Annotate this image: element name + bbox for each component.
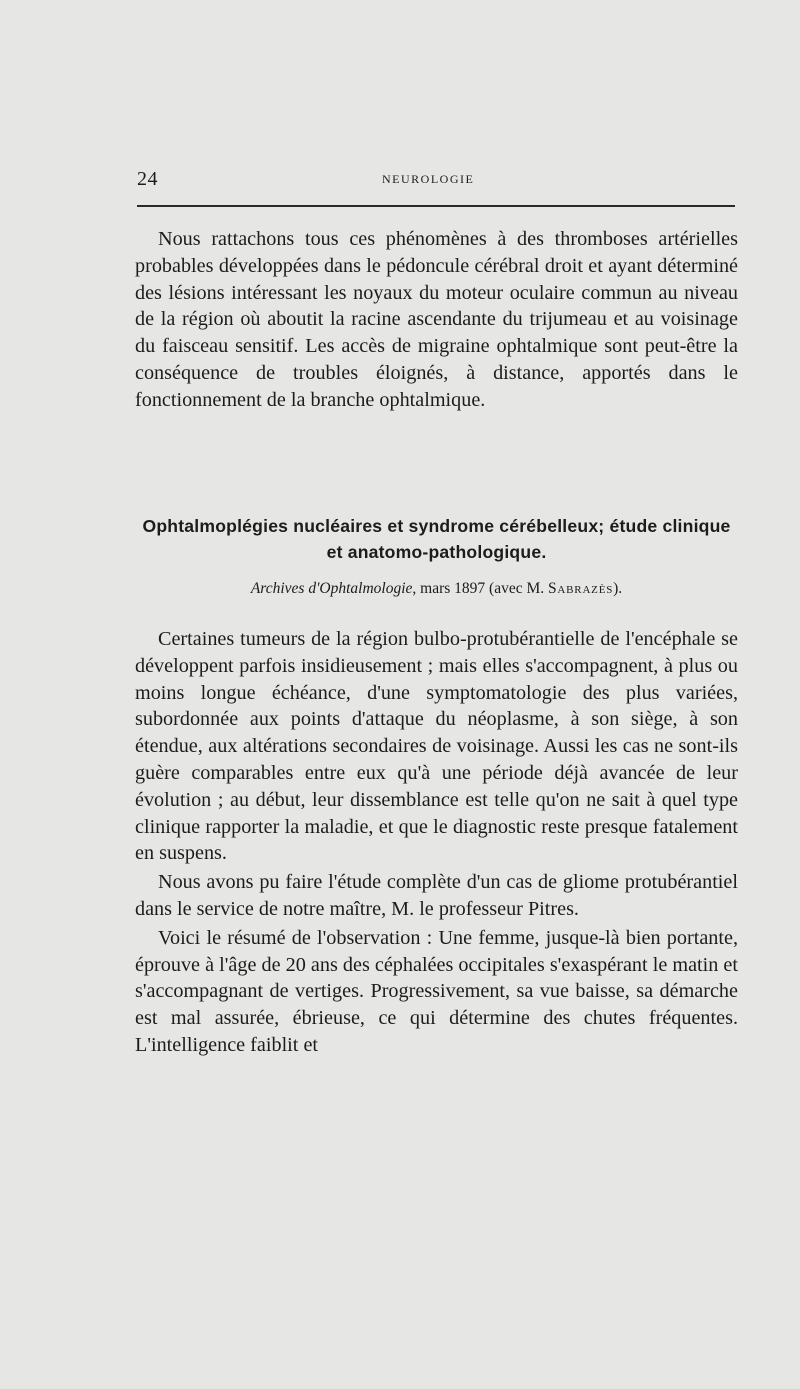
body-text — [135, 626, 738, 1061]
section-citation — [135, 578, 738, 600]
section-title: Ophtalmoplégies nucléaires et syndrome cérébelleux; étude clinique et anatomo-pathologique. — [142, 516, 731, 562]
citation-journal: Archives d'Ophtalmologie — [250, 580, 413, 597]
body-paragraph: Nous avons pu faire l'étude complète d'un cas de gliome protubérantiel dans le service de notre maître, M. le professeur Pitres. — [135, 871, 738, 920]
page-header — [137, 168, 737, 196]
intro-text — [135, 226, 738, 414]
citation-date: , mars 1897 (avec M. — [412, 580, 548, 597]
page-number: 24 — [137, 168, 158, 190]
header-rule — [137, 205, 735, 207]
body-paragraph: Certaines tumeurs de la région bulbo-protubérantielle de l'encéphale se développent parfois insidieusement ; mais elles s'accompagnent, à plus ou moins longue échéance, d'une symptomatologie des plus variées, subordonnée aux points d'attaque du néoplasme, à son siège, à son étendue, aux altérations secondaires de voisinage. Aussi les cas ne sont-ils guère comparables entre eux qu'à une période déjà avancée de leur évolution ; au début, leur dissemblance est telle qu'on ne sait à quel type clinique rapporter la maladie, et que le diagnostic reste presque fatalement en suspens. — [135, 628, 738, 865]
running-head: NEUROLOGIE — [382, 172, 475, 186]
intro-paragraph: Nous rattachons tous ces phénomènes à des thromboses artérielles probables développées dans le pédoncule cérébral droit et ayant déterminé des lésions intéressant les noyaux du moteur oculaire commun au niveau de la région où aboutit la racine ascendante du trijumeau et au voisinage du faisceau sensitif. Les accès de migraine ophtalmique sont peut-être la conséquence de troubles éloignés, à distance, apportés dans le fonctionnement de la branche ophtalmique. — [135, 228, 738, 411]
citation-close: ). — [613, 580, 623, 597]
citation-author: Sabrazès — [548, 580, 614, 597]
body-paragraph: Voici le résumé de l'observation : Une femme, jusque-là bien portante, éprouve à l'âge de 20 ans des céphalées occipitales s'exaspérant le matin et s'accompagnant de vertiges. Progressivement, sa vue baisse, sa démarche est mal assurée, ébrieuse, ce qui détermine des chutes fréquentes. L'intelligence faiblit et — [135, 926, 738, 1056]
